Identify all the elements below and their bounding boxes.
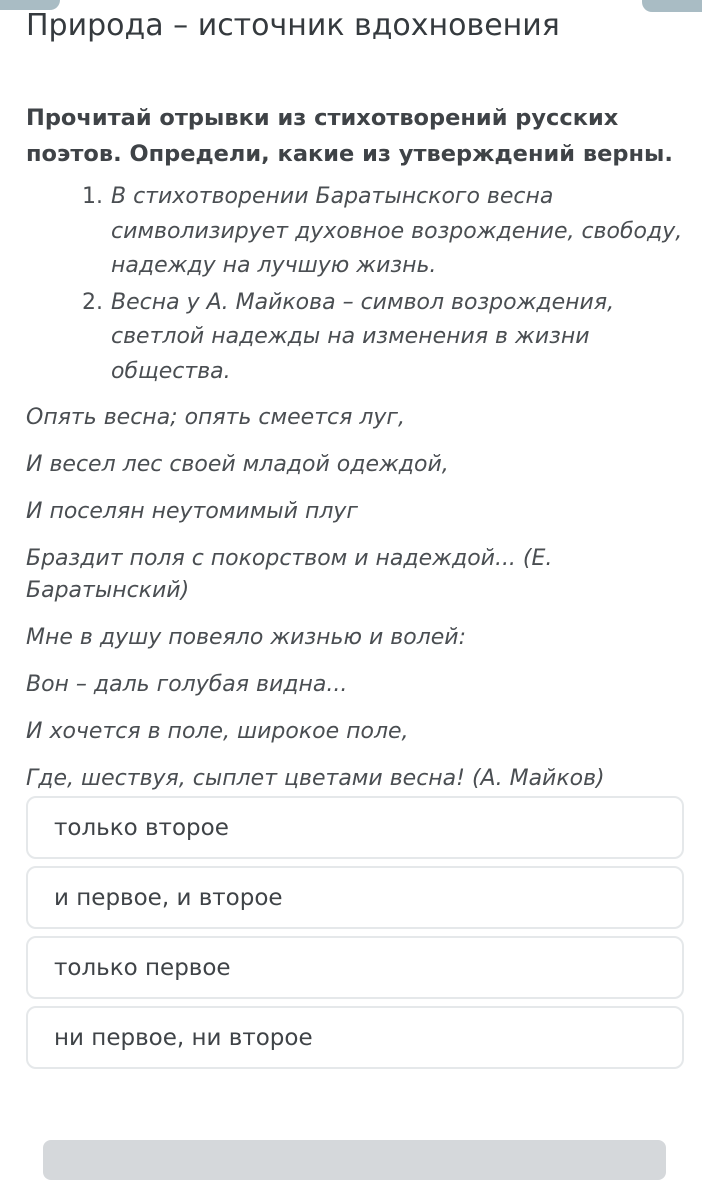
statement-text: Весна у А. Майкова – символ возрождения, светлой надежды на изменения в жизни общества.: [111, 289, 615, 384]
answer-options: [26, 796, 684, 1076]
answer-option-only-first[interactable]: только первое: [26, 936, 684, 999]
statements-list: [82, 180, 692, 389]
poem-line: Мне в душу повеяло жизнью и волей:: [26, 625, 467, 650]
poem-line: Вон – даль голубая видна...: [26, 672, 348, 697]
topic-title: Природа – источник вдохновения: [26, 8, 560, 43]
submit-button[interactable]: [43, 1140, 666, 1180]
statement-text: В стихотворении Баратынского весна символизирует духовное возрождение, свободу, надежду на лучшую жизнь.: [111, 184, 683, 278]
statement-number: 2.: [82, 289, 103, 315]
poem-line: И хочется в поле, широкое поле,: [26, 719, 409, 744]
statement-number: 1.: [82, 184, 103, 209]
poem-line: И поселян неутомимый плуг: [26, 499, 358, 524]
top-right-tab[interactable]: [642, 0, 702, 12]
answer-option-only-second[interactable]: только второе: [26, 796, 684, 859]
poem-line: И весел лес своей младой одеждой,: [26, 452, 449, 477]
question-text: Прочитай отрывки из стихотворений русских поэтов. Определи, какие из утверждений верны.: [26, 105, 673, 167]
poem-line: Браздит поля с покорством и надеждой... (Е. Баратынский): [26, 546, 553, 603]
poem-excerpts: [26, 402, 686, 795]
answer-option-both[interactable]: и первое, и второе: [26, 866, 684, 929]
poem-line: Опять весна; опять смеется луг,: [26, 405, 405, 430]
answer-option-neither[interactable]: ни первое, ни второе: [26, 1006, 684, 1069]
poem-line: Где, шествуя, сыплет цветами весна! (А. Майков): [26, 766, 605, 791]
statement-item: [82, 180, 692, 284]
statement-item: [82, 286, 692, 390]
